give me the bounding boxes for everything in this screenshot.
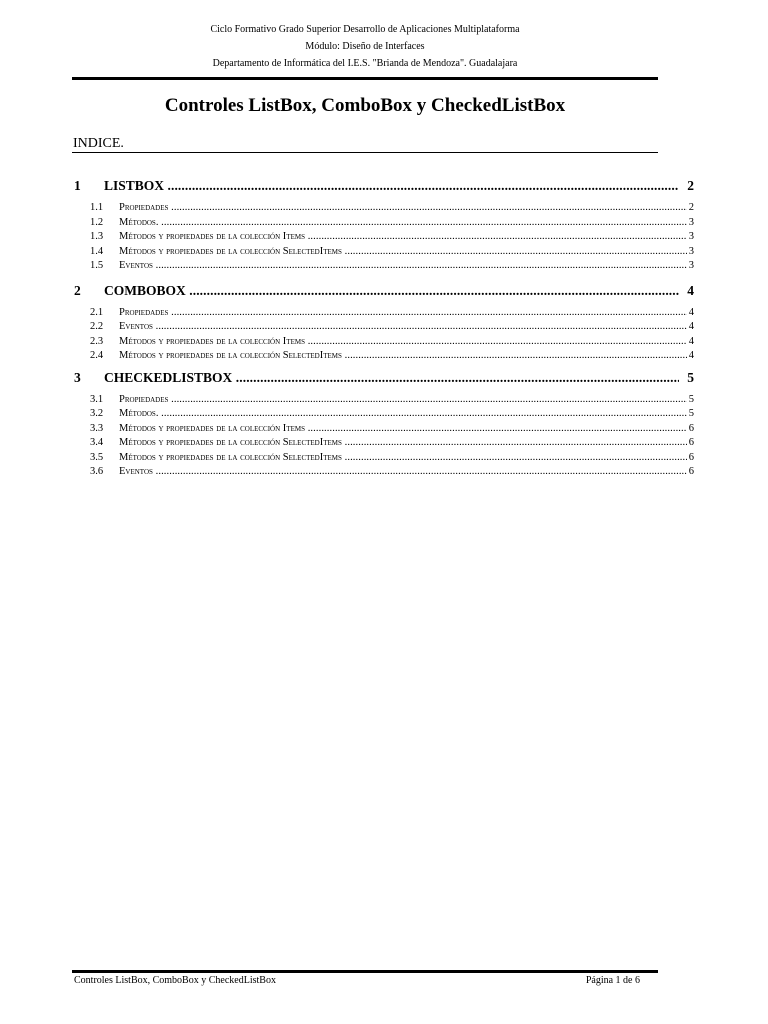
toc-title: Métodos y propiedades de la colección Items ..... xyxy=(119,230,687,243)
index-rule xyxy=(72,152,658,153)
toc-number: 1 xyxy=(74,178,81,193)
toc-entry-3-6[interactable] xyxy=(0,465,768,478)
toc-page: 4 xyxy=(688,321,694,332)
toc-number: 2.2 xyxy=(90,321,104,332)
toc-entry-2-2[interactable] xyxy=(0,320,768,333)
toc-entry-1-4[interactable] xyxy=(0,245,768,258)
toc-title: Métodos. ..... xyxy=(119,407,687,420)
toc-title: Métodos y propiedades de la colección Items ..... xyxy=(119,422,687,435)
toc-page: 6 xyxy=(688,466,694,477)
toc-page: 3 xyxy=(688,246,694,257)
toc-number: 2.3 xyxy=(90,336,104,347)
toc-number: 2 xyxy=(74,283,81,298)
toc-entry-1-3[interactable] xyxy=(0,230,768,243)
toc-number: 3.6 xyxy=(90,466,104,477)
index-heading: INDICE. xyxy=(73,136,124,151)
toc-title: Métodos y propiedades de la colección SelectedItems ..... xyxy=(119,349,687,362)
toc-page: 3 xyxy=(688,260,694,271)
toc-page: 2 xyxy=(688,202,694,213)
toc-number: 1.2 xyxy=(90,217,104,228)
toc-title: Eventos ..... xyxy=(119,259,687,272)
toc-title: Métodos. ..... xyxy=(119,216,687,229)
toc-number: 1.1 xyxy=(90,202,104,213)
toc-number: 3.3 xyxy=(90,423,104,434)
toc-page: 3 xyxy=(688,217,694,228)
toc-number: 2.4 xyxy=(90,350,104,361)
toc-number: 3.5 xyxy=(90,452,104,463)
toc-title: LISTBOX ..... xyxy=(104,178,679,194)
header-course: Ciclo Formativo Grado Superior Desarrollo de Aplicaciones Multiplataforma xyxy=(210,24,520,35)
toc-title: Métodos y propiedades de la colección SelectedItems ..... xyxy=(119,436,687,449)
header-module: Módulo: Diseño de Interfaces xyxy=(305,41,425,52)
footer-document-title: Controles ListBox, ComboBox y CheckedListBox xyxy=(74,975,276,986)
toc-title: Métodos y propiedades de la colección SelectedItems ..... xyxy=(119,451,687,464)
header-department: Departamento de Informática del I.E.S. "Brianda de Mendoza". Guadalajara xyxy=(212,58,518,69)
toc-page: 5 xyxy=(688,408,694,419)
toc-page: 6 xyxy=(688,423,694,434)
toc-page: 6 xyxy=(688,437,694,448)
toc-entry-3-5[interactable] xyxy=(0,451,768,464)
toc-page: 4 xyxy=(687,283,694,298)
toc-entry-1-1[interactable] xyxy=(0,201,768,214)
toc-title: COMBOBOX ..... xyxy=(104,283,679,299)
toc-page: 4 xyxy=(688,307,694,318)
toc-number: 3.4 xyxy=(90,437,104,448)
toc-title: Métodos y propiedades de la colección SelectedItems ..... xyxy=(119,245,687,258)
toc-entry-3-2[interactable] xyxy=(0,407,768,420)
toc-number: 2.1 xyxy=(90,307,104,318)
toc-title: Eventos ..... xyxy=(119,320,687,333)
toc-entry-1-5[interactable] xyxy=(0,259,768,272)
toc-page: 2 xyxy=(687,178,694,193)
toc-entry-2-1[interactable] xyxy=(0,306,768,319)
toc-page: 3 xyxy=(688,231,694,242)
toc-number: 1.3 xyxy=(90,231,104,242)
toc-entry-2-3[interactable] xyxy=(0,335,768,348)
toc-page: 6 xyxy=(688,452,694,463)
toc-page: 4 xyxy=(688,336,694,347)
toc-entry-3-4[interactable] xyxy=(0,436,768,449)
toc-title: CHECKEDLISTBOX ..... xyxy=(104,370,679,386)
footer-rule xyxy=(72,970,658,973)
toc-page: 4 xyxy=(688,350,694,361)
toc-title: Eventos ..... xyxy=(119,465,687,478)
toc-entry-3-1[interactable] xyxy=(0,393,768,406)
toc-title: Propiedades ..... xyxy=(119,306,687,319)
toc-title: Propiedades ..... xyxy=(119,393,687,406)
header-rule xyxy=(72,77,658,80)
toc-entry-2[interactable] xyxy=(0,283,768,299)
toc-page: 5 xyxy=(687,370,694,385)
toc-entry-3[interactable] xyxy=(0,370,768,386)
toc-entry-1-2[interactable] xyxy=(0,216,768,229)
toc-title: Métodos y propiedades de la colección Items ..... xyxy=(119,335,687,348)
toc-number: 3.2 xyxy=(90,408,104,419)
toc-number: 3.1 xyxy=(90,394,104,405)
toc-entry-1[interactable] xyxy=(0,178,768,194)
footer-page-number: Página 1 de 6 xyxy=(585,975,640,986)
toc-page: 5 xyxy=(688,394,694,405)
toc-entry-3-3[interactable] xyxy=(0,422,768,435)
toc-number: 1.4 xyxy=(90,246,104,257)
toc-number: 1.5 xyxy=(90,260,104,271)
toc-title: Propiedades ..... xyxy=(119,201,687,214)
page-title: Controles ListBox, ComboBox y CheckedListBox xyxy=(164,95,566,116)
toc-entry-2-4[interactable] xyxy=(0,349,768,362)
toc-number: 3 xyxy=(74,370,81,385)
